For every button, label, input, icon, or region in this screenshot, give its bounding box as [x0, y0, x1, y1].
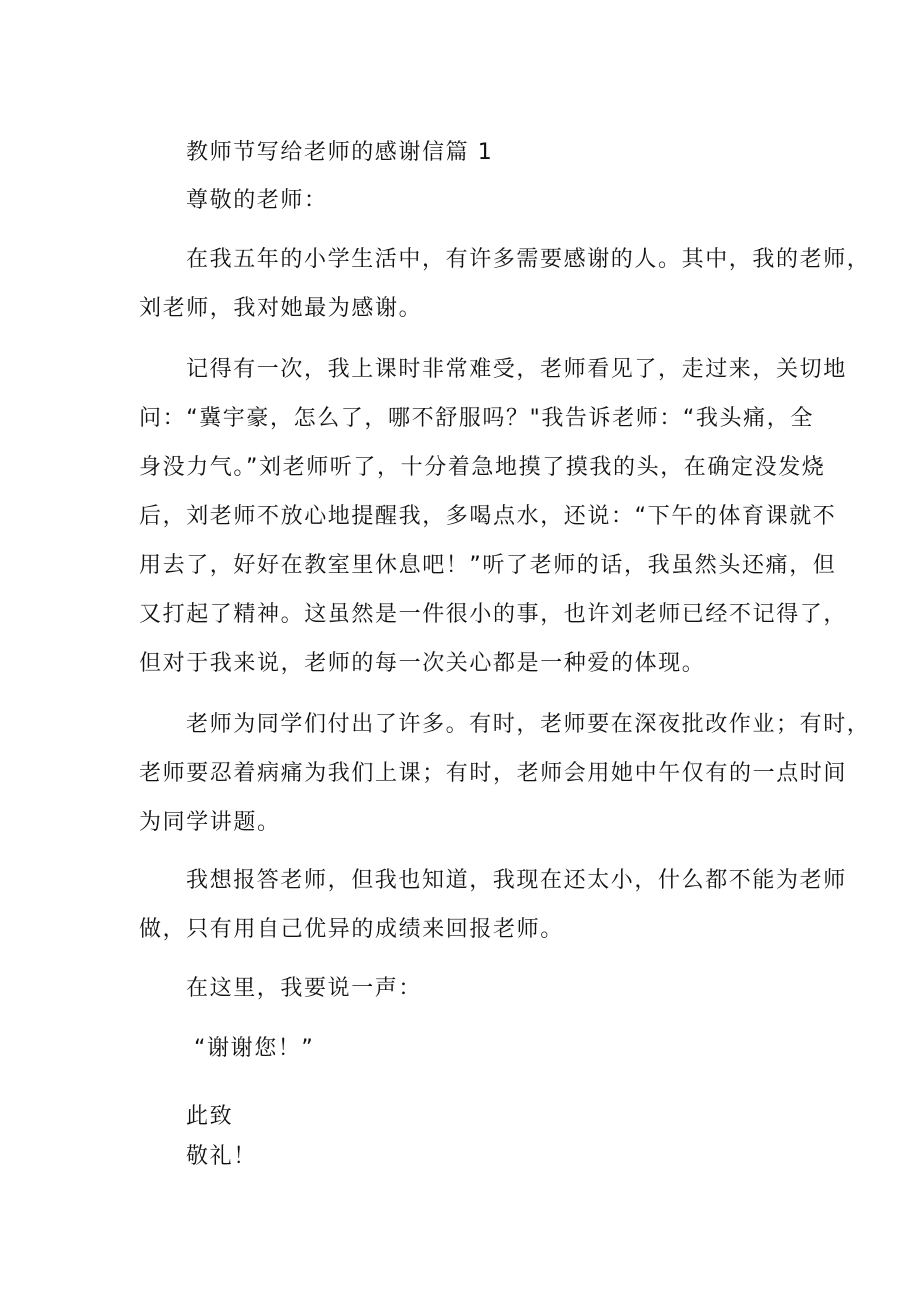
- document-title: 教师节写给老师的感谢信篇 1: [186, 140, 494, 165]
- closing-line-2: 敬礼！: [186, 1144, 257, 1169]
- paragraph-1-line-1: 在我五年的小学生活中，有许多需要感谢的人。其中，我的老师，: [186, 247, 871, 272]
- salutation: 尊敬的老师：: [186, 188, 328, 213]
- paragraph-2-line-5: 用去了，好好在教室里休息吧！”听了老师的话，我虽然头还痛，但: [139, 553, 837, 578]
- paragraph-2-line-2: 问：“冀宇豪，怎么了，哪不舒服吗？"我告诉老师：“我头痛，全: [139, 406, 814, 431]
- paragraph-2-line-6: 又打起了精神。这虽然是一件很小的事，也许刘老师已经不记得了，: [139, 602, 848, 627]
- paragraph-2-line-4: 后，刘老师不放心地提醒我，多喝点水，还说：“下午的体育课就不: [139, 504, 837, 529]
- paragraph-2-line-3: 身没力气。”刘老师听了，十分着急地摸了摸我的头，在确定没发烧: [139, 455, 826, 480]
- paragraph-3-line-1: 老师为同学们付出了许多。有时，老师要在深夜批改作业；有时，: [186, 712, 871, 737]
- paragraph-3-line-3: 为同学讲题。: [139, 810, 281, 835]
- thank-you-quote: “谢谢您！”: [194, 1036, 315, 1061]
- paragraph-2-line-1: 记得有一次，我上课时非常难受，老师看见了，走过来，关切地: [186, 357, 847, 382]
- paragraph-4-line-1: 我想报答老师，但我也知道，我现在还太小，什么都不能为老师: [186, 868, 847, 893]
- closing-line-1: 此致: [186, 1104, 234, 1129]
- paragraph-1-line-2: 刘老师，我对她最为感谢。: [139, 296, 423, 321]
- paragraph-3-line-2: 老师要忍着病痛为我们上课；有时，老师会用她中午仅有的一点时间: [139, 761, 848, 786]
- paragraph-5-line-1: 在这里，我要说一声：: [186, 976, 423, 1001]
- paragraph-4-line-2: 做，只有用自己优异的成绩来回报老师。: [139, 917, 564, 942]
- paragraph-2-line-7: 但对于我来说，老师的每一次关心都是一种爱的体现。: [139, 651, 706, 676]
